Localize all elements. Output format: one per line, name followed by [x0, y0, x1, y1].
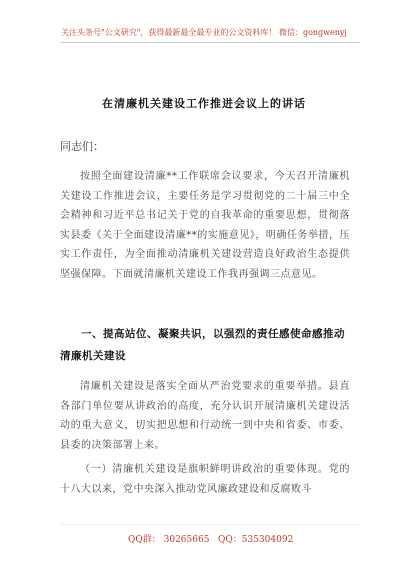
- footer-qq-contact: QQ：535304092: [218, 535, 294, 545]
- paragraph-intro: 按照全面建设清廉**工作联席会议要求，今天召开清廉机关建设工作推进会议，主要任务是学习贯彻党的二十届三中全会精神和习近平总书记关于党的自我革命的重要思想，贯彻落实县委《关于全面建设清廉**的实施意见》，明确任务举措，压实工作责任，为全面推动清廉机关建设营造良好政治生态提供坚强保障。下面就清廉机关建设工作我再强调三点意见。: [60, 171, 350, 280]
- footer-divider: [60, 524, 360, 525]
- section-heading-1: 一、提高站位、凝聚共识，以强烈的责任感使命感推动清廉机关建设: [60, 328, 345, 362]
- footer: [0, 532, 408, 546]
- paragraph-subsection-1: （一）清廉机关建设是旗帜鲜明讲政治的重要体现。党的十八大以来，党中央深入推动党风廉政建设和反腐败斗: [60, 464, 350, 495]
- header-divider: [60, 42, 360, 43]
- header-promo-notice: 关注头条号"公文研究"，获得最新最全最专业的公文资料库！ 微信：gongwenyj: [61, 28, 347, 37]
- document-title: 在清廉机关建设工作推进会议上的讲话: [102, 97, 306, 110]
- footer-qq-group: QQ群： 30265665: [128, 535, 210, 545]
- paragraph-section-1: 清廉机关建设是落实全面从严治党要求的重要举措。县直各部门单位要从讲政治的高度，充分认识开展清廉机关建设活动的重大意义，切实把思想和行动统一到中央和省委、市委、县委的决策部署上来。: [60, 381, 350, 451]
- salutation: 同志们：: [60, 140, 104, 153]
